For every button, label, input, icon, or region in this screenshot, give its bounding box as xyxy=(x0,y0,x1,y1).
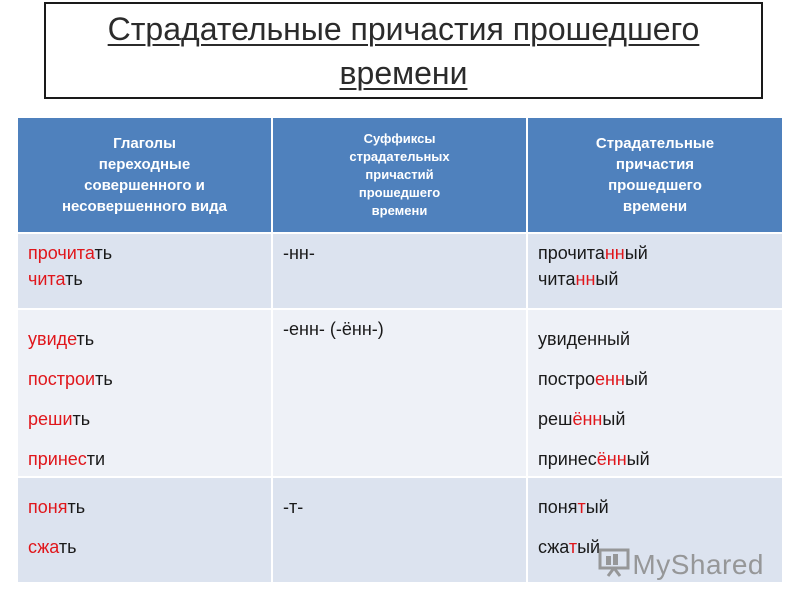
page-title: Страдательные причастия прошедшего времени xyxy=(107,10,700,91)
verbs-cell xyxy=(18,478,271,582)
header-participles: Страдательные причастия прошедшего времени xyxy=(528,118,782,232)
participle-item: решённый xyxy=(538,409,626,429)
verb-item: сжать xyxy=(28,537,77,557)
suffix-text: -т- xyxy=(283,497,304,517)
participle-item: читанный xyxy=(538,269,619,289)
verb-item: понять xyxy=(28,497,86,517)
participles-cell xyxy=(528,234,782,308)
participles-cell xyxy=(528,310,782,476)
participle-item: увиденный xyxy=(538,329,631,349)
table-row xyxy=(18,234,782,308)
verbs-cell xyxy=(18,234,271,308)
participle-item: принесённый xyxy=(538,449,650,469)
presentation-board-icon xyxy=(598,547,632,582)
participle-item: сжатый xyxy=(538,537,601,557)
suffix-cell xyxy=(273,234,526,308)
suffix-cell xyxy=(273,310,526,476)
grammar-table xyxy=(18,118,782,582)
verb-item: читать xyxy=(28,269,83,289)
participle-item: понятый xyxy=(538,497,609,517)
verb-item: решить xyxy=(28,409,91,429)
verb-item: увидеть xyxy=(28,329,95,349)
participle-item: прочитанный xyxy=(538,243,648,263)
header-verbs: Глаголы переходные совершенного и несовершенного вида xyxy=(18,118,271,232)
verb-item: построить xyxy=(28,369,113,389)
suffix-text: -нн- xyxy=(283,243,315,263)
participle-item: построенный xyxy=(538,369,648,389)
watermark xyxy=(598,547,764,582)
verbs-cell xyxy=(18,310,271,476)
title-box xyxy=(44,2,763,99)
header-suffixes: Суффиксы страдательных причастий прошедшего времени xyxy=(273,118,526,232)
table-row xyxy=(18,310,782,476)
verb-item: прочитать xyxy=(28,243,113,263)
watermark-text: MyShared xyxy=(632,548,764,580)
suffix-cell xyxy=(273,478,526,582)
verb-item: принести xyxy=(28,449,106,469)
suffix-text: -енн- (-ённ-) xyxy=(283,319,384,339)
